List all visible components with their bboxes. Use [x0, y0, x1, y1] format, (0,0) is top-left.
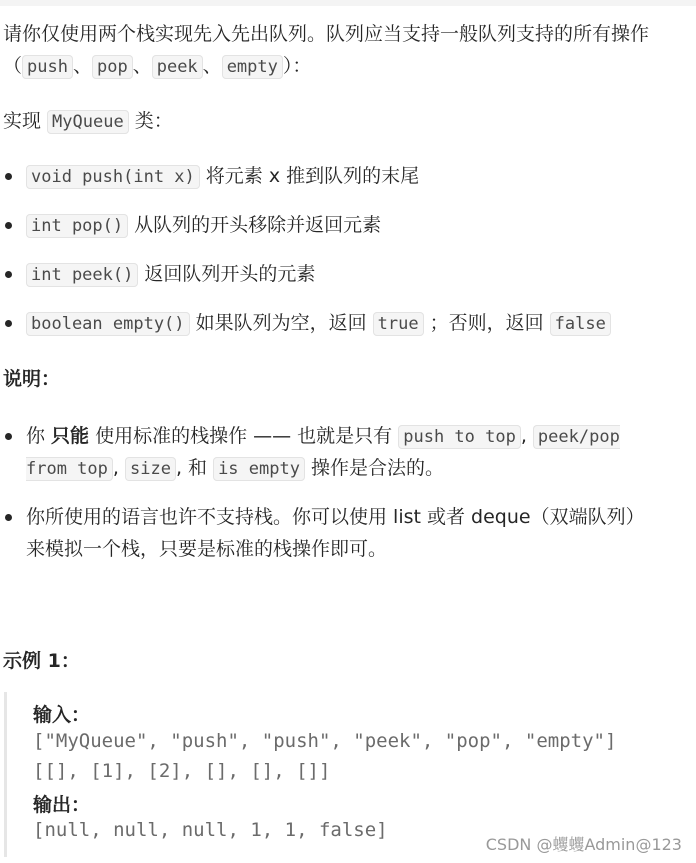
- code-empty: empty: [222, 55, 283, 79]
- list-item: [0, 307, 611, 339]
- separator: 、: [132, 55, 152, 77]
- watermark: CSDN @蠼蠼Admin@123: [485, 835, 682, 854]
- code-size: size: [125, 457, 176, 481]
- code-pop: pop: [92, 55, 133, 79]
- separator: 、: [202, 55, 222, 77]
- example-heading: 示例 1：: [3, 650, 80, 672]
- bullet-icon: [5, 271, 12, 278]
- method-desc: 从队列的开头移除并返回元素: [128, 214, 382, 236]
- intro-paragraph: [3, 18, 686, 82]
- top-strip: [0, 0, 696, 6]
- note-text: 使用标准的栈操作 —— 也就是只有: [89, 425, 399, 447]
- notes-list: [0, 420, 660, 565]
- note-emphasis: 只能: [51, 425, 90, 447]
- code-push-to-top: push to top: [398, 425, 521, 449]
- bullet-icon: [5, 514, 12, 521]
- notes-heading: 说明：: [3, 368, 61, 390]
- input-line-2: [[], [1], [2], [], [], []]: [33, 760, 331, 782]
- methods-list: [0, 160, 611, 339]
- method-desc: 返回队列开头的元素: [138, 263, 316, 285]
- list-item: [0, 501, 660, 565]
- method-code: boolean empty(): [26, 312, 190, 336]
- list-item: [0, 420, 660, 484]
- list-item: [0, 209, 611, 241]
- implement-text: 实现: [3, 110, 48, 132]
- implement-paragraph: [3, 105, 686, 137]
- list-item: [0, 258, 611, 290]
- input-line-1: ["MyQueue", "push", "push", "peek", "pop", "empty"]: [33, 730, 617, 752]
- intro-text-end: ）：: [282, 55, 312, 77]
- implement-text-end: 类：: [128, 110, 173, 132]
- code-is-empty: is empty: [213, 457, 305, 481]
- input-label: 输入：: [33, 704, 91, 726]
- class-name-code: MyQueue: [47, 110, 129, 134]
- bullet-icon: [5, 433, 12, 440]
- note-text: ,: [520, 425, 533, 447]
- method-desc: ；否则，返回: [423, 312, 550, 334]
- separator: 、: [72, 55, 92, 77]
- note-text: 你所使用的语言也许不支持栈。你可以使用 list 或者 deque（双端队列）来模拟一个栈，只要是标准的栈操作即可。: [26, 506, 645, 560]
- note-text: 你: [26, 425, 52, 447]
- note-text: 操作是合法的。: [304, 457, 444, 479]
- code-push: push: [22, 55, 73, 79]
- code-true: true: [373, 312, 424, 336]
- output-line: [null, null, null, 1, 1, false]: [33, 819, 388, 841]
- code-false: false: [550, 312, 611, 336]
- method-code: void push(int x): [26, 165, 200, 189]
- bullet-icon: [5, 222, 12, 229]
- bullet-icon: [5, 173, 12, 180]
- note-text: , 和: [175, 457, 214, 479]
- list-item: [0, 160, 611, 192]
- output-label: 输出：: [33, 794, 91, 816]
- method-desc: 如果队列为空，返回: [189, 312, 373, 334]
- note-text: ,: [112, 457, 125, 479]
- intro-text: 请你仅使用两个栈实现先入先出队列。队列应当支持一般队列支持的所有操作（: [3, 23, 650, 77]
- code-peek-pop: peek/pop from top: [26, 427, 620, 479]
- method-code: int pop(): [26, 214, 128, 238]
- bullet-icon: [5, 320, 12, 327]
- method-code: int peek(): [26, 263, 138, 287]
- code-peek: peek: [152, 55, 203, 79]
- method-desc: 将元素 x 推到队列的末尾: [199, 165, 420, 187]
